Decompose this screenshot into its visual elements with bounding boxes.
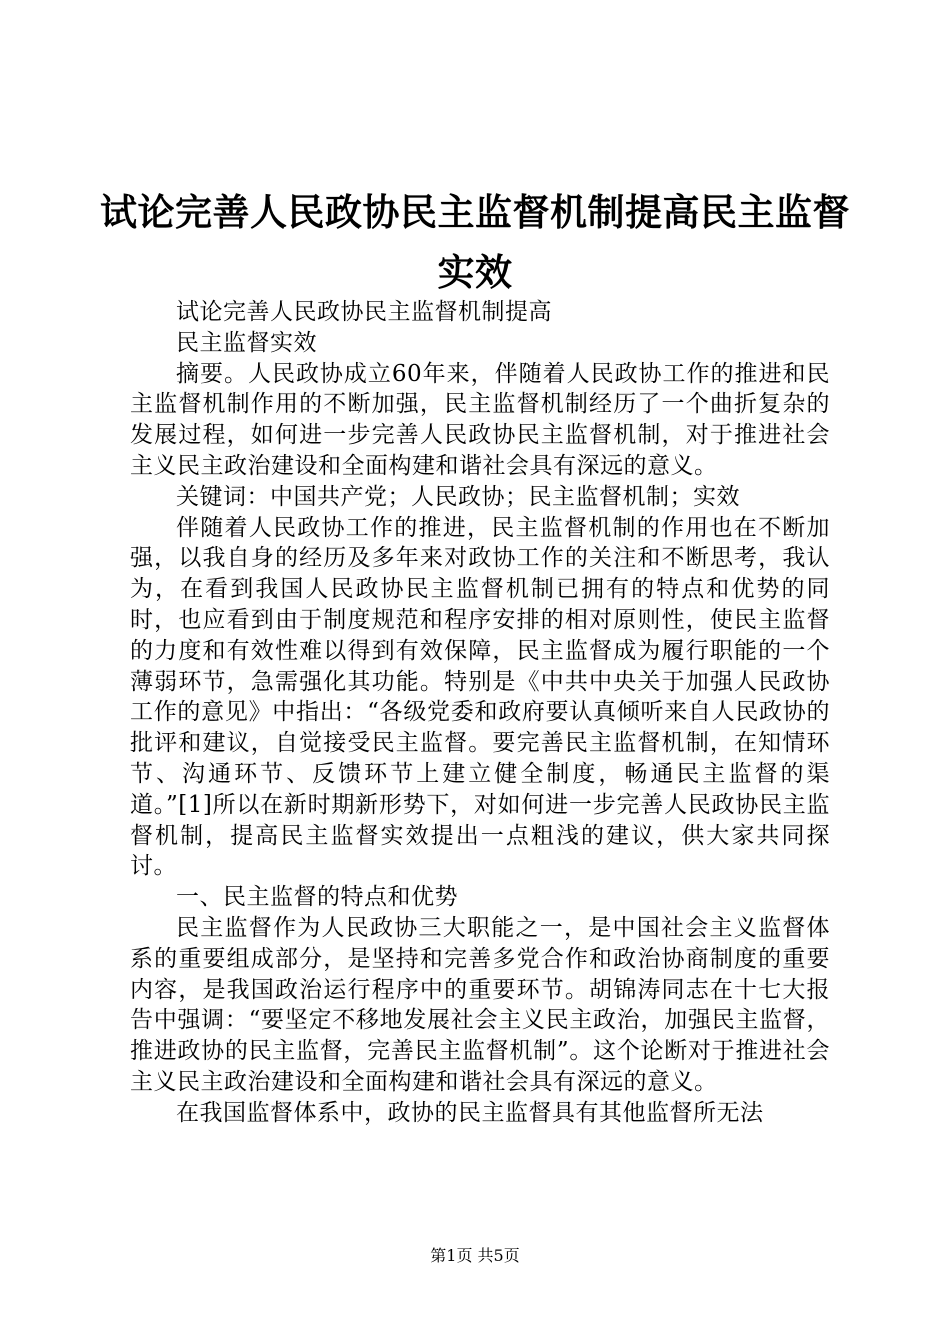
document-title: 试论完善人民政协民主监督机制提高民主监督实效	[100, 191, 850, 294]
subtitle-line-1: 试论完善人民政协民主监督机制提高	[176, 299, 552, 325]
subtitle-line-2: 民主监督实效	[176, 329, 317, 356]
keywords-line: 关键词：中国共产党；人民政协；民主监督机制；实效	[176, 483, 740, 510]
page-number: 第1页 共5页	[430, 1246, 520, 1265]
document-body	[130, 297, 830, 1129]
body-paragraph: 民主监督作为人民政协三大职能之一，是中国社会主义监督体系的重要组成部分，是坚持和完善多党合作和政治协商制度的重要内容，是我国政治运行程序中的重要环节。胡锦涛同志在十七大报告中强调：“要坚定不移地发展社会主义民主政治，加强民主监督，推进政协的民主监督，完善民主监督机制”。这个论断对于推进社会主义民主政治建设和全面构建和谐社会具有深远的意义。	[130, 914, 830, 1095]
page-footer	[0, 1246, 950, 1266]
body-paragraph: 在我国监督体系中，政协的民主监督具有其他监督所无法	[176, 1099, 764, 1126]
section-heading: 一、民主监督的特点和优势	[176, 884, 458, 911]
body-paragraph: 伴随着人民政协工作的推进，民主监督机制的作用也在不断加强，以我自身的经历及多年来对政协工作的关注和不断思考，我认为，在看到我国人民政协民主监督机制已拥有的特点和优势的同时，也应看到由于制度规范和程序安排的相对原则性，使民主监督的力度和有效性难以得到有效保障，民主监督成为履行职能的一个薄弱环节，急需强化其功能。特别是《中共中央关于加强人民政协工作的意见》中指出：“各级党委和政府要认真倾听来自人民政协的批评和建议，自觉接受民主监督。要完善民主监督机制，在知情环节、沟通环节、反馈环节上建立健全制度，畅通民主监督的渠道。”[1]所以在新时期新形势下，对如何进一步完善人民政协民主监督机制，提高民主监督实效提出一点粗浅的建议，供大家共同探讨。	[130, 514, 830, 880]
abstract-paragraph: 摘要。人民政协成立60年来，伴随着人民政协工作的推进和民主监督机制作用的不断加强，民主监督机制经历了一个曲折复杂的发展过程，如何进一步完善人民政协民主监督机制，对于推进社会主义民主政治建设和全面构建和谐社会具有深远的意义。	[130, 360, 830, 479]
